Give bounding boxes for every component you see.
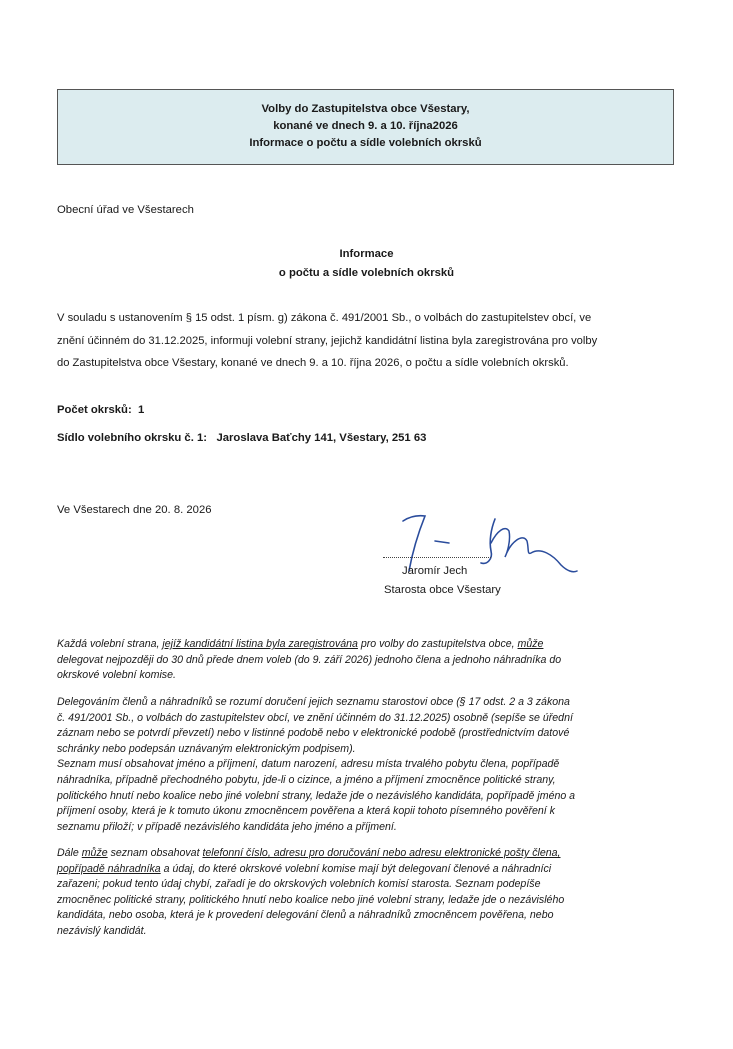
note-line: popřípadě náhradníka a údaj, do které okrskové volební komise mají být delegovaní členové a náhradníci bbox=[57, 862, 552, 875]
signatory-name: Jaromír Jech bbox=[402, 565, 468, 577]
count-label: Počet okrsků: bbox=[57, 404, 132, 416]
note-line: seznamu přiloží; v případě nezávislého kandidáta jeho jméno a příjmení. bbox=[57, 820, 397, 833]
intro-line: V souladu s ustanovením § 15 odst. 1 písm. g) zákona č. 491/2001 Sb., o volbách do zastupitelstev obcí, ve bbox=[57, 312, 592, 324]
note-line: Každá volební strana, jejíž kandidátní listina byla zaregistrována pro volby do zastupitelstva obce, může bbox=[57, 638, 544, 650]
header-line-2: konané ve dnech 9. a 10. října2026 bbox=[273, 120, 458, 132]
header-line-3: Informace o počtu a sídle volebních okrsků bbox=[249, 137, 482, 149]
count-value: 1 bbox=[138, 404, 145, 416]
seat-label: Sídlo volebního okrsku č. 1: bbox=[57, 432, 208, 444]
place-date: Ve Všestarech dne 20. 8. 2026 bbox=[57, 504, 212, 516]
note-line: Delegováním členů a náhradníků se rozumí doručení jejich seznamu starostovi obce (§ 17 odst. 2 a 3 zákona bbox=[57, 696, 570, 708]
note-optional-contents bbox=[57, 846, 679, 940]
count-row bbox=[57, 404, 144, 416]
seat-value: Jaroslava Baťchy 141, Všestary, 251 63 bbox=[216, 432, 427, 444]
note-line: schránky nebo podepsán uznávaným elektronickým podpisem). bbox=[57, 742, 356, 755]
header-box bbox=[57, 89, 674, 165]
signature-line bbox=[383, 557, 491, 558]
note-line: okrskové volební komise. bbox=[57, 669, 176, 682]
note-delegation-procedure bbox=[57, 695, 679, 835]
note-line: kandidáta, nebo osoba, která je k provedení delegování členů a náhradníků zmocněncem pověřena, nebo bbox=[57, 909, 554, 922]
note-line: č. 491/2001 Sb., o volbách do zastupitelstev obcí, ve znění účinném do 31.12.2025) osobně (sepíše se úřední bbox=[57, 711, 573, 724]
note-line: nezávislý kandidát. bbox=[57, 924, 147, 937]
header-line-1: Volby do Zastupitelstva obce Všestary, bbox=[261, 103, 470, 115]
note-line: Seznam musí obsahovat jméno a příjmení, datum narození, adresu místa trvalého pobytu člena, popřípadě bbox=[57, 758, 560, 771]
title-line-1: Informace bbox=[339, 248, 394, 260]
note-line: delegovat nejpozději do 30 dnů přede dnem voleb (do 9. září 2026) jednoho člena a jednoho náhradníka do bbox=[57, 653, 562, 666]
note-line: politického hnutí nebo koalice nebo jiné volební strany, ledaže jde o nezávislého kandidáta, popřípadě jméno a bbox=[57, 789, 576, 802]
note-line: zmocněnec politické strany, politického hnutí nebo koalice nebo jiné volební strany, ledaže jde o nezávislého bbox=[57, 893, 565, 906]
note-line: záznam nebo se potvrdí převzetí) nebo v listinné podobě nebo v elektronické podobě (prostřednictvím datové bbox=[57, 727, 570, 740]
note-delegation-right bbox=[57, 637, 679, 684]
signatory-role: Starosta obce Všestary bbox=[384, 584, 501, 596]
seat-row bbox=[57, 432, 426, 444]
note-line: zařazeni; pokud tento údaj chybí, zařadí je do okrskových volebních komisí starosta. Seznam podepíše bbox=[57, 878, 541, 891]
intro-line: do Zastupitelstva obce Všestary, konané ve dnech 9. a 10. října 2026, o počtu a sídle volebních okrsků. bbox=[57, 357, 569, 369]
note-line: náhradníka, případně přechodného pobytu, jde-li o cizince, a jméno a příjmení zmocněnce politické strany, bbox=[57, 773, 556, 786]
office-name: Obecní úřad ve Všestarech bbox=[57, 204, 194, 216]
title-line-2: o počtu a sídle volebních okrsků bbox=[278, 267, 455, 279]
note-line: příjmení osoby, která je k tomuto úkonu zmocněncem pověřena a která kopii tohoto písemného pověření k bbox=[57, 805, 555, 818]
note-line: Dále může seznam obsahovat telefonní číslo, adresu pro doručování nebo adresu elektronické pošty člena, bbox=[57, 847, 561, 859]
intro-line: znění účinném do 31.12.2025, informuji volební strany, jejichž kandidátní listina byla zaregistrována pro volby bbox=[57, 334, 598, 347]
intro-paragraph bbox=[57, 307, 677, 375]
